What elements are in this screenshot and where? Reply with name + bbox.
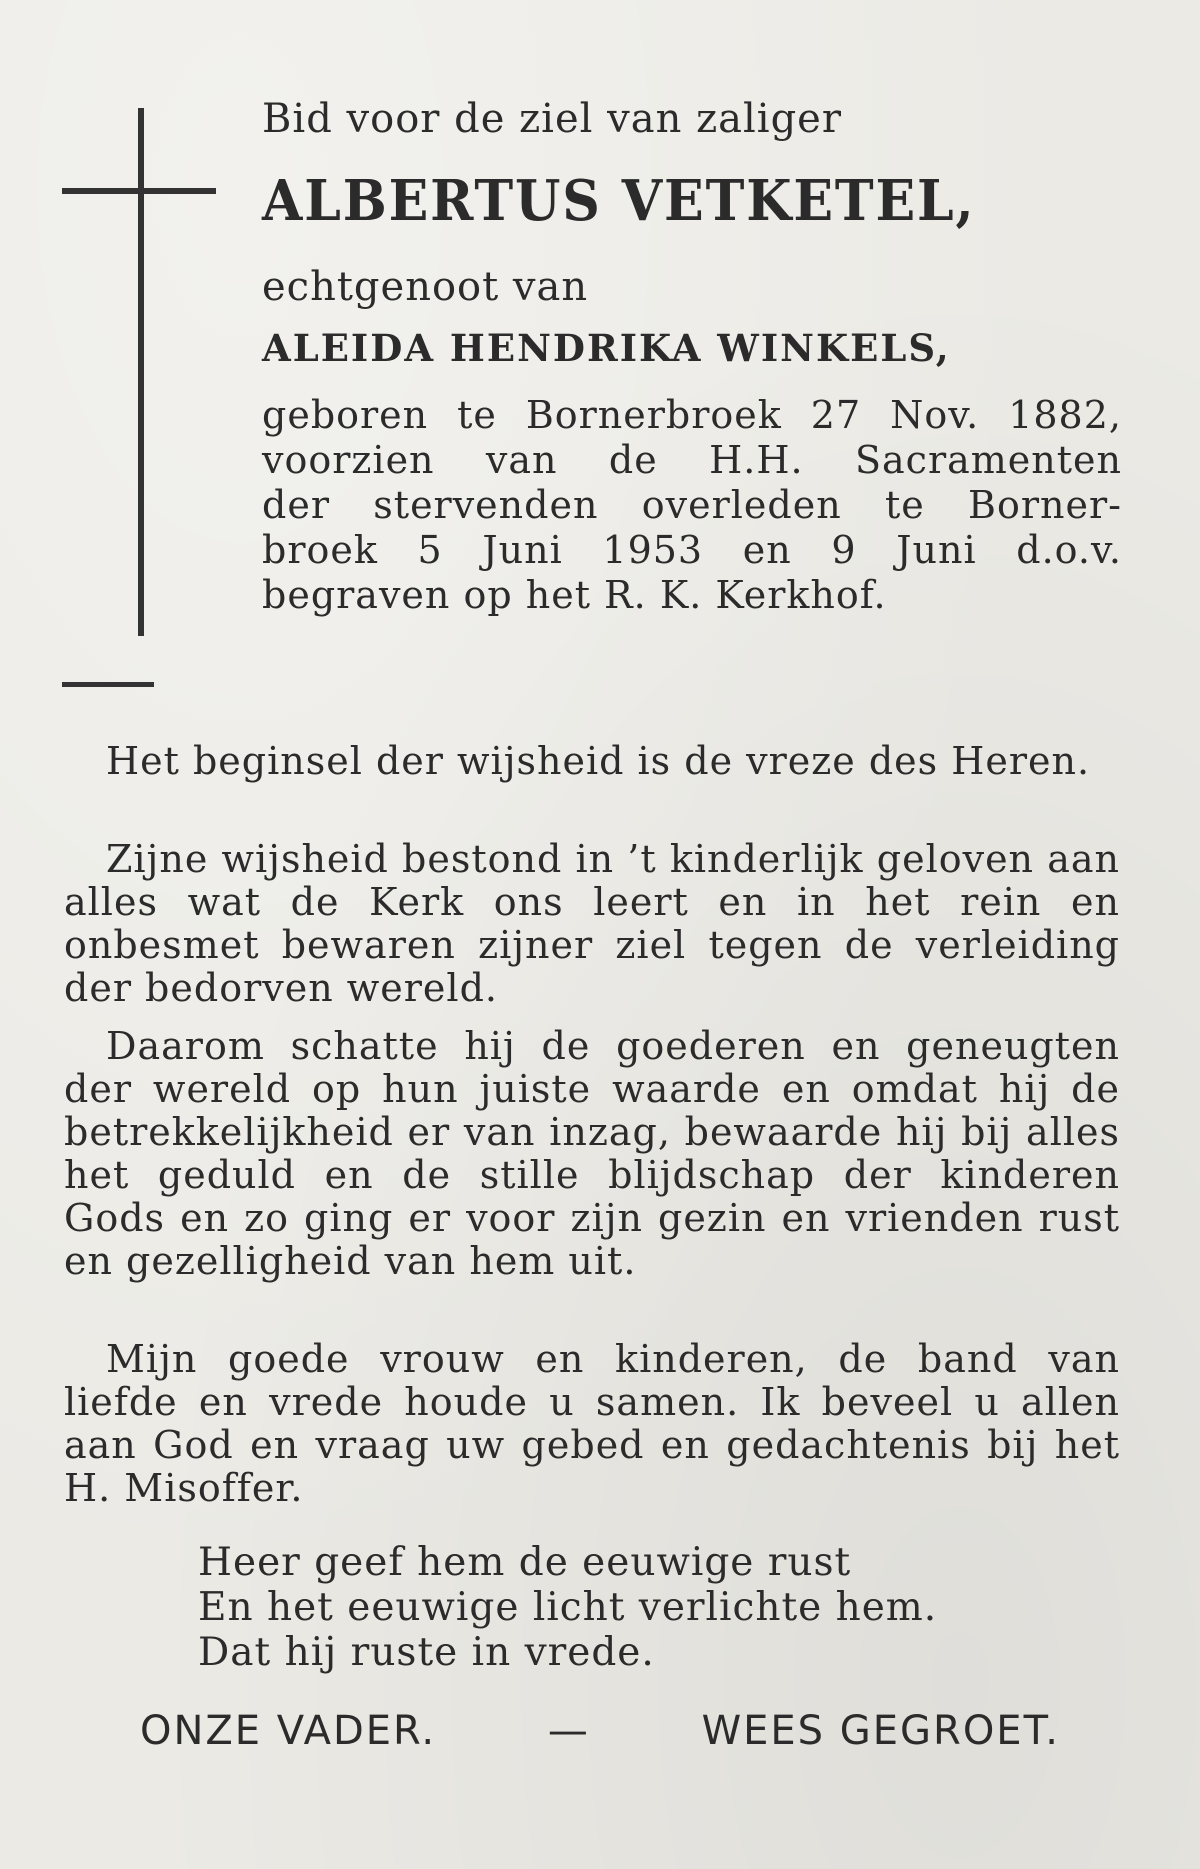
intro-line: Bid voor de ziel van zaliger [262, 96, 842, 142]
life-line: geboren te Bornerbroek 27 Nov. 1882, [262, 393, 1122, 437]
paragraph-faith: Zijne wijsheid bestond in ’t kinderlijk geloven aan alles wat de Kerk ons leert en in het rein en onbesmet bewaren zijner ziel tegen de verleiding der bedorven wereld. [64, 837, 1120, 1010]
spouse-intro: echtgenoot van [262, 264, 589, 310]
life-line: der stervenden overleden te Borner- [262, 483, 1122, 527]
paragraph-farewell: Mijn goede vrouw en kinderen, de band van liefde en vrede houde u samen. Ik beveel u allen aan God en vraag uw gebed en gedachtenis bij het H. Misoffer. [64, 1337, 1120, 1510]
closing-prayers [140, 1708, 1060, 1754]
life-details [262, 393, 1122, 618]
closing-hail-mary: WEES GEGROET. [701, 1708, 1060, 1754]
prayer [198, 1540, 937, 1675]
prayer-line: Heer geef hem de eeuwige rust [198, 1540, 852, 1585]
paragraph-virtues: Daarom schatte hij de goederen en geneugten der wereld op hun juiste waarde en omdat hij de betrekkelijkheid er van inzag, bewaarde hij bij alles het geduld en de stille blijdschap der kinderen Gods en zo ging er voor zijn gezin en vrienden rust en gezelligheid van hem uit. [64, 1024, 1120, 1283]
life-line: voorzien van de H.H. Sacramenten [262, 438, 1122, 482]
life-line: broek 5 Juni 1953 en 9 Juni d.o.v. [262, 528, 1122, 572]
divider [62, 682, 154, 687]
deceased-name: ALBERTUS VETKETEL, [262, 168, 976, 234]
prayer-line: En het eeuwige licht verlichte hem. [198, 1585, 938, 1630]
prayer-line: Dat hij ruste in vrede. [198, 1630, 655, 1675]
paragraph-wisdom: Het beginsel der wijsheid is de vreze des Heren. [106, 739, 1091, 783]
closing-our-father: ONZE VADER. [140, 1708, 437, 1754]
closing-separator: — [547, 1708, 590, 1754]
cross-horizontal-bar [62, 188, 216, 194]
spouse-name: ALEIDA HENDRIKA WINKELS, [262, 326, 951, 370]
life-line: begraven op het R. K. Kerkhof. [262, 573, 887, 617]
